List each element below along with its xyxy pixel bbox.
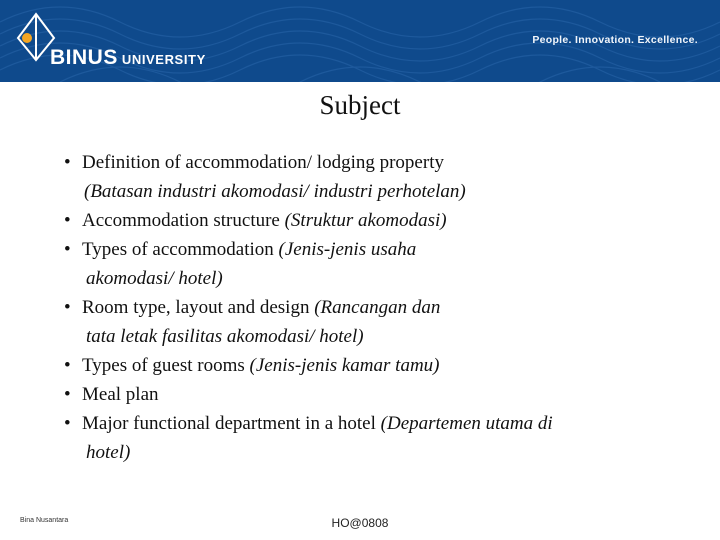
item-text: Types of accommodation <box>82 239 279 260</box>
logo-brand-sub: UNIVERSITY <box>121 52 206 67</box>
list-item <box>64 409 674 467</box>
item-translation: (Batasan industri akomodasi/ industri perhotelan) <box>84 181 466 202</box>
tagline: People. Innovation. Excellence. <box>532 34 698 46</box>
bullet: • <box>64 210 71 231</box>
bullet: • <box>64 152 71 173</box>
subject-list <box>64 148 674 467</box>
item-translation-continued: hotel) <box>86 442 131 463</box>
logo-wordmark <box>50 46 206 70</box>
item-translation: (Struktur akomodasi) <box>284 210 447 231</box>
item-translation-continued: tata letak fasilitas akomodasi/ hotel) <box>86 326 364 347</box>
bullet: • <box>64 355 71 376</box>
list-item <box>64 293 674 351</box>
list-item <box>64 148 674 206</box>
item-text: Accommodation structure <box>82 210 285 231</box>
item-translation-continued: akomodasi/ hotel) <box>86 268 223 289</box>
item-translation: (Jenis-jenis kamar tamu) <box>249 355 440 376</box>
item-text: Major functional department in a hotel <box>82 413 381 434</box>
bullet: • <box>64 384 71 405</box>
item-text: Meal plan <box>82 384 159 405</box>
binus-logo[interactable] <box>14 12 214 74</box>
list-item <box>64 351 674 380</box>
footer-organization: Bina Nusantara <box>20 517 69 524</box>
logo-brand-main: BINUS <box>50 46 118 69</box>
header-banner <box>0 0 720 82</box>
item-text: Types of guest rooms <box>82 355 250 376</box>
item-translation: (Jenis-jenis usaha <box>278 239 417 260</box>
bullet: • <box>64 239 71 260</box>
item-translation: (Departemen utama di <box>380 413 553 434</box>
slide-title: Subject <box>319 90 401 120</box>
footer-code: HO@0808 <box>331 516 389 530</box>
item-text: Room type, layout and design <box>82 297 315 318</box>
item-translation: (Rancangan dan <box>314 297 441 318</box>
list-item <box>64 235 674 293</box>
item-text: Definition of accommodation/ lodging property <box>82 152 444 173</box>
bullet: • <box>64 297 71 318</box>
list-item <box>64 380 674 409</box>
bullet: • <box>64 413 71 434</box>
list-item <box>64 206 674 235</box>
